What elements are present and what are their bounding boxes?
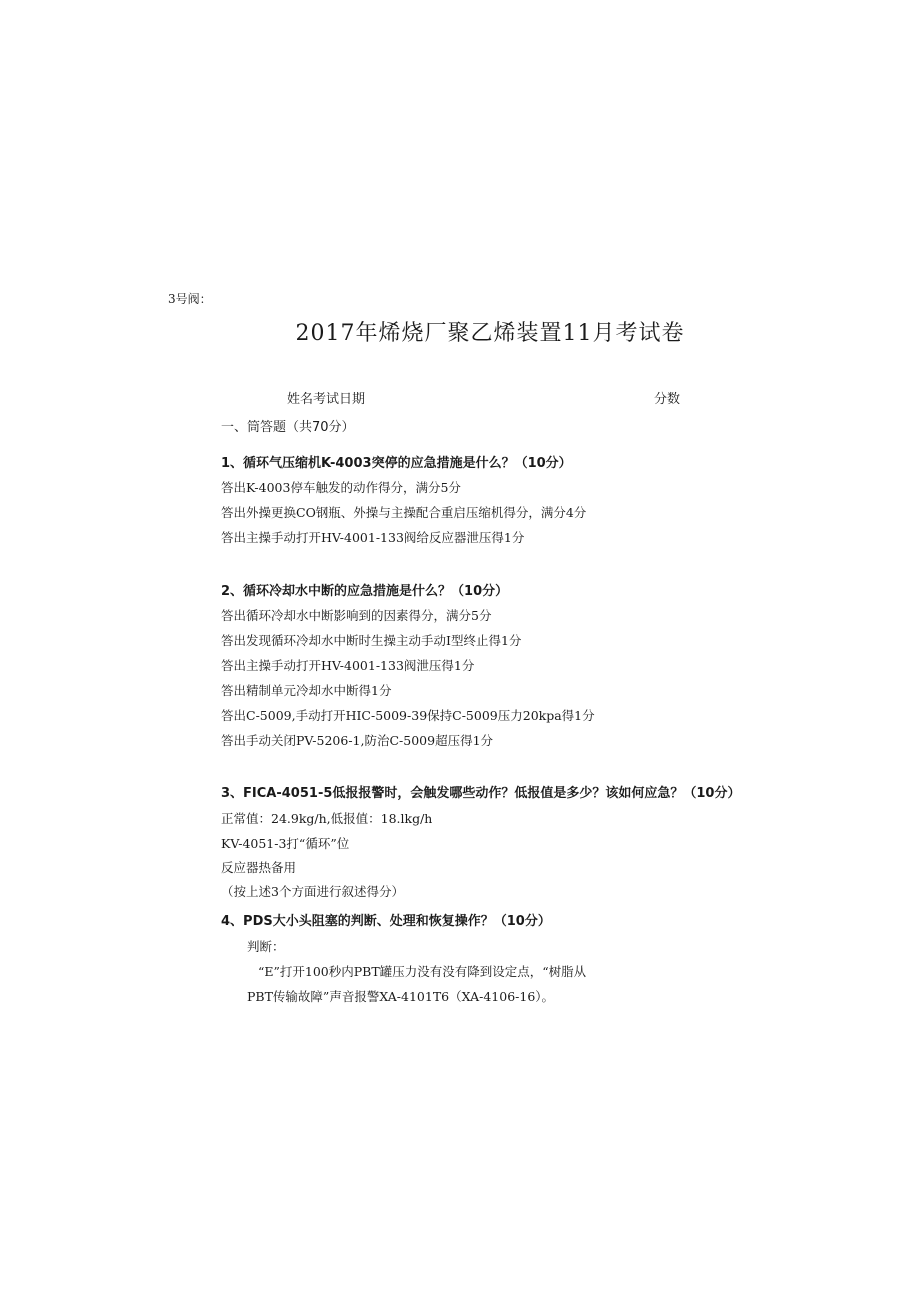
question-title: 1、循环气压缩机K-4003突停的应急措施是什么？（10分） <box>221 456 572 471</box>
answer-line: 答出K-4003停车触发的动作得分，满分5分 <box>221 480 461 495</box>
answer-line: KV-4051-3打“循环”位 <box>221 836 350 851</box>
score-label: 分数 <box>654 392 681 407</box>
question-title: 4、PDS大小头阻塞的判断、处理和恢复操作？（10分） <box>221 914 551 929</box>
answer-line: 答出C-5009,手动打开HIC-5009-39保持C-5009压力20kpa得1分 <box>221 708 595 723</box>
corner-label: 3号阀： <box>168 292 212 306</box>
answer-line: 答出精制单元冷却水中断得1分 <box>221 683 392 698</box>
answer-line: 答出主操手动打开HV-4001-133阀给反应器泄压得1分 <box>221 530 525 545</box>
answer-line: 判断： <box>247 939 285 954</box>
answer-line: 答出手动关闭PV-5206-1,防治C-5009超压得1分 <box>221 733 494 748</box>
page-title: 2017年烯烧厂聚乙烯装置11月考试卷 <box>295 321 685 346</box>
question-title: 3、FICA-4051-5低报报警时，会触发哪些动作？低报值是多少？该如何应急？（10分） <box>221 786 741 801</box>
question-title: 2、循环冷却水中断的应急措施是什么？（10分） <box>221 584 509 599</box>
answer-line: （按上述3个方面进行叙述得分） <box>221 884 404 899</box>
answer-line: 答出主操手动打开HV-4001-133阀泄压得1分 <box>221 658 475 673</box>
answer-line: PBT传输故障”声音报警XA-4101T6（XA-4106-16）。 <box>247 989 555 1004</box>
answer-line: 答出发现循环冷却水中断时生操主动手动I型终止得1分 <box>221 633 522 648</box>
name-date-label: 姓名考试日期 <box>287 392 366 407</box>
answer-line: 正常值：24.9kg/h,低报值：18.lkg/h <box>221 811 433 826</box>
answer-line: “E”打开100秒内PBT罐压力没有没有降到设定点，“树脂从 <box>258 964 587 979</box>
section-heading: 一、筒答题（共70分） <box>221 420 355 435</box>
answer-line: 答出外操更换CO钢瓶、外操与主操配合重启压缩机得分，满分4分 <box>221 505 587 520</box>
answer-line: 答出循环冷却水中断影响到的因素得分，满分5分 <box>221 608 492 623</box>
answer-line: 反应器热备用 <box>221 860 297 875</box>
